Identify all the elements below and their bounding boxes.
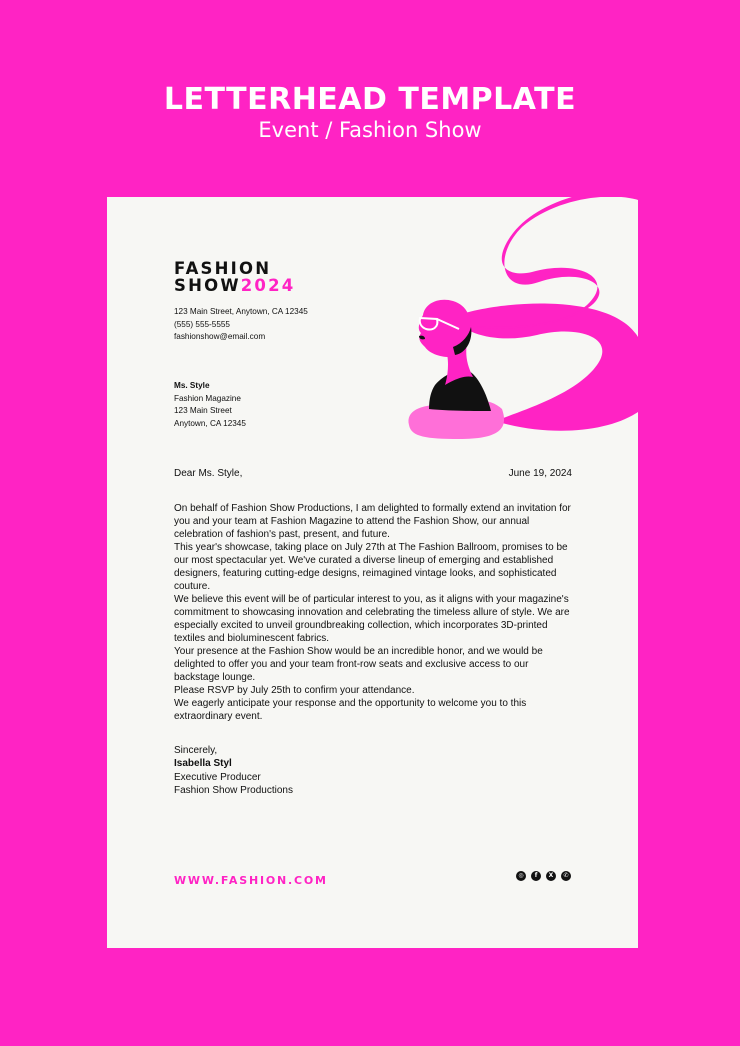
brand-year: 2024 [240, 276, 296, 295]
website-link[interactable]: WWW.FASHION.COM [174, 874, 328, 887]
letterhead-sheet [107, 197, 638, 948]
recipient-street: 123 Main Street [174, 406, 232, 415]
sender-email: fashionshow@email.com [174, 332, 266, 341]
signer-title: Executive Producer [174, 771, 261, 783]
instagram-icon[interactable]: ◎ [516, 871, 526, 881]
social-icons [516, 871, 571, 881]
letter-paragraph: Your presence at the Fashion Show would be an incredible honor, and we would be delighted to offer you and your team front-row seats and exclusive access to our backstage lounge. [174, 646, 543, 683]
facebook-icon[interactable]: f [531, 871, 541, 881]
recipient-city: Anytown, CA 12345 [174, 418, 246, 428]
brand-logo [174, 260, 295, 294]
recipient-name: Ms. Style [174, 381, 210, 390]
brand-line-1: FASHION [174, 259, 272, 278]
x-icon[interactable]: X [546, 871, 556, 881]
page-title: LETTERHEAD TEMPLATE [163, 82, 577, 117]
letter-date: June 19, 2024 [508, 468, 572, 479]
page-subtitle: Event / Fashion Show [258, 118, 482, 142]
whatsapp-icon[interactable]: ✆ [561, 871, 571, 881]
sender-contact [174, 306, 308, 344]
recipient-block [174, 380, 246, 430]
letter-paragraph: We eagerly anticipate your response and the opportunity to welcome you to this extraordinary event. [174, 698, 527, 722]
letter-paragraph: Please RSVP by July 25th to confirm your attendance. [174, 685, 415, 696]
recipient-company: Fashion Magazine [174, 393, 241, 403]
closing-phrase: Sincerely, [174, 745, 218, 756]
signature-block [174, 744, 293, 797]
sender-address: 123 Main Street, Anytown, CA 12345 [174, 307, 308, 316]
letter-body [174, 502, 574, 723]
salutation: Dear Ms. Style, [174, 468, 243, 479]
letter-paragraph: This year's showcase, taking place on July 27th at The Fashion Ballroom, promises to be our most spectacular yet. We've curated a diverse lineup of emerging and established designers, featuring cutting-edge designs, reimagined vintage looks, and sophisticated couture. [174, 542, 568, 592]
brand-line-2 [174, 277, 295, 294]
letter-paragraph: We believe this event will be of particular interest to you, as it aligns with your magazine's commitment to showcasing innovation and celebrating the timeless allure of style. We are especially excited to unveil groundbreaking collection, which incorporates 3D-printed textiles and bioluminescent fabrics. [174, 594, 570, 644]
brand-show: SHOW [174, 276, 241, 295]
signer-company: Fashion Show Productions [174, 784, 293, 796]
letter-paragraph: On behalf of Fashion Show Productions, I am delighted to formally extend an invitation for you and your team at Fashion Magazine to attend the Fashion Show, our annual celebration of fashion's past, present, and future. [174, 503, 571, 540]
sender-phone: (555) 555-5555 [174, 319, 230, 329]
signer-name: Isabella Styl [174, 758, 232, 770]
